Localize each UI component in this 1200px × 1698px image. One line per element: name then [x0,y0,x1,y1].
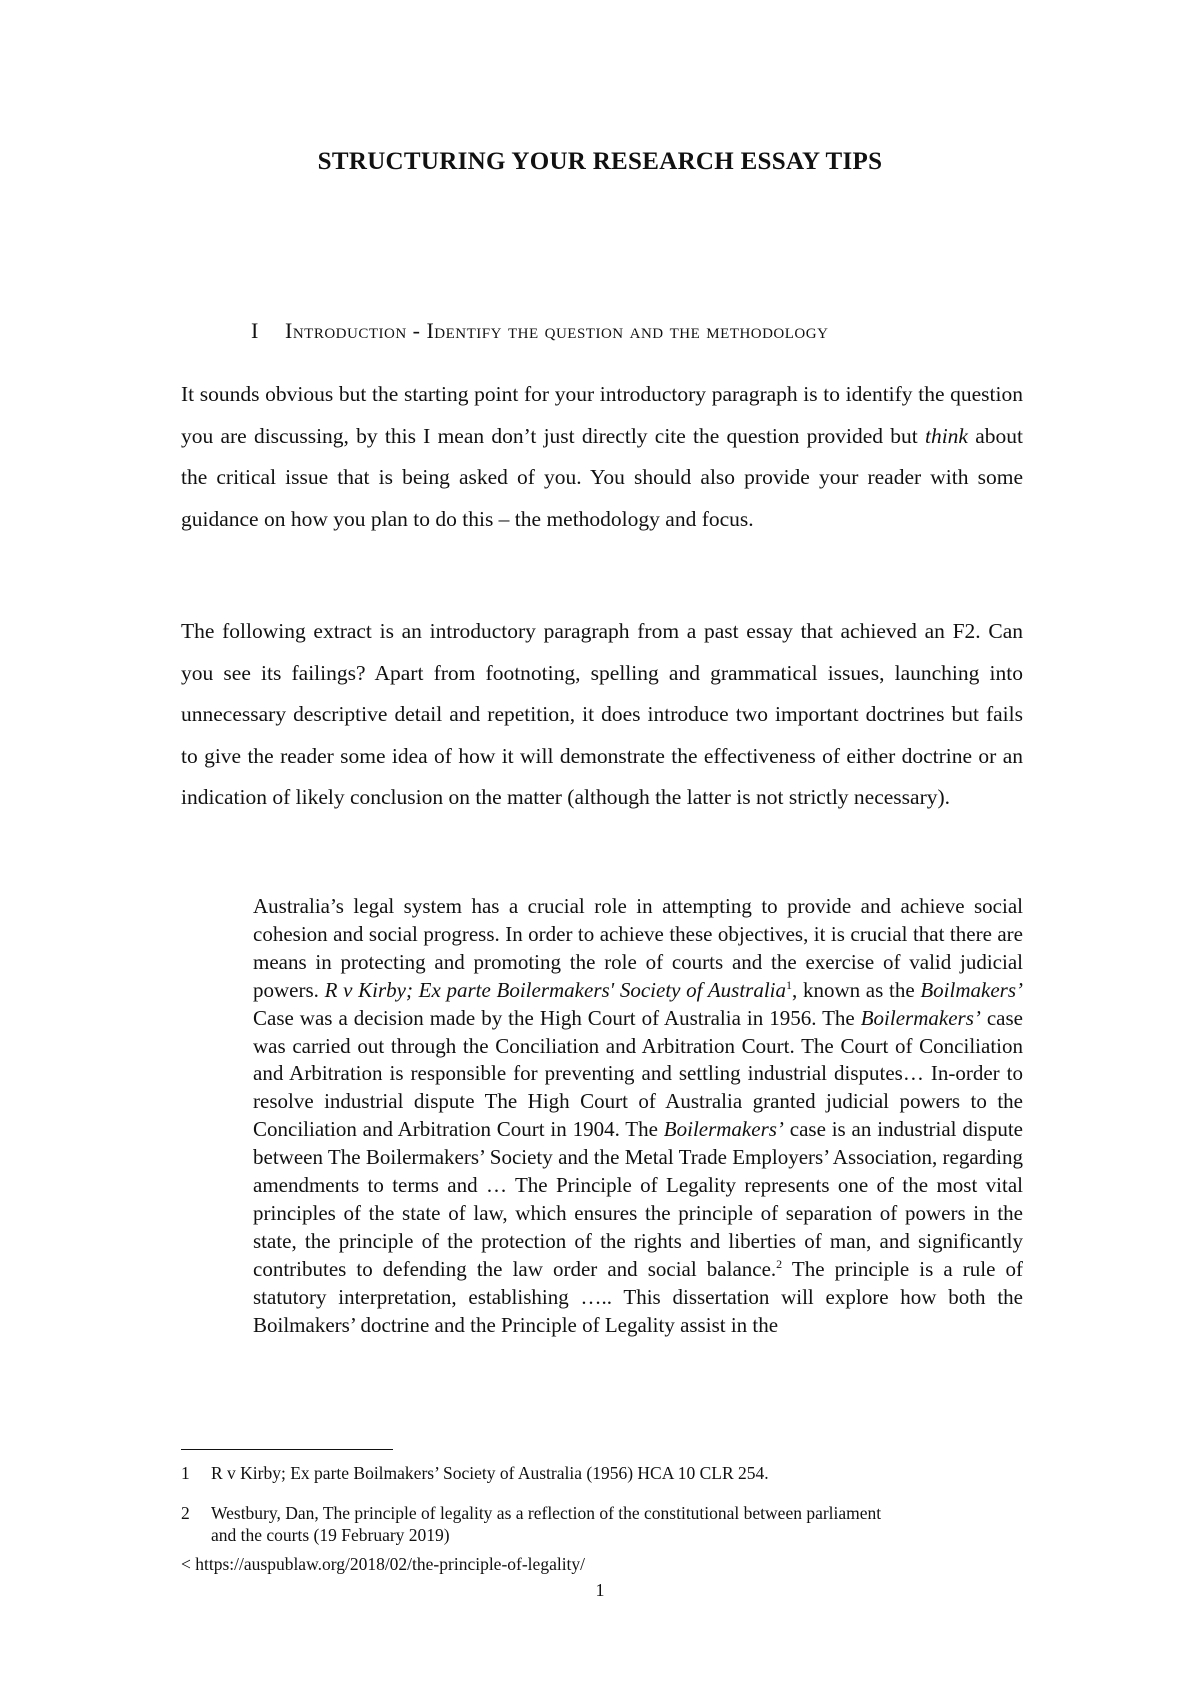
footnote-2-number: 2 [181,1503,190,1523]
quote-text-3: Case was a decision made by the High Court of Australia in 1956. The [253,1005,861,1030]
quote-case-name-4: Boilermakers’ [663,1117,784,1142]
quote-case-name-3: Boilermakers’ [860,1005,981,1030]
block-quote [253,893,1023,1340]
section-heading-part2: Identify the question and the methodology [426,318,829,343]
footnote-1 [181,1462,1023,1484]
footnote-2-continuation: and the courts (19 February 2019) [211,1525,450,1545]
quote-text-4: case was carried out through the Conciliation and Arbitration Court. The Court of Conciliation and Arbitration is responsible for preventing and settling industrial disputes… In-order to resolve industrial dispute The High Court of Australia granted judicial powers to the Conciliation and Arbitration Court in 1904. The [253,1005,1023,1142]
quote-case-name-1: R v Kirby; Ex parte Boilermakers' Society of Australia [324,977,786,1002]
quote-text-2: , known as the [792,977,921,1002]
intro-paragraph-text-1: It sounds obvious but the starting point for your introductory paragraph is to identify the question you are discussing, by this I mean don’t just directly cite the question provided but [181,382,1023,448]
section-heading-separator: - [406,318,427,343]
intro-paragraph-emphasis: think [924,423,968,448]
quote-text-6: The principle is a rule of statutory interpretation, establishing ….. This dissertation will explore how both the Boilmakers’ doctrine and the Principle of Legality assist in the [253,1256,1023,1337]
page-number: 1 [595,1580,605,1600]
footnote-1-number: 1 [181,1463,190,1483]
footnote-2-text: Westbury, Dan, The principle of legality as a reflection of the constitutional between parliament [211,1503,882,1523]
footnote-separator [181,1449,393,1450]
quote-text-1: Australia’s legal system has a crucial role in attempting to provide and achieve social cohesion and social progress. In order to achieve these objectives, it is crucial that there are means in protecting and promoting the role of courts and the exercise of valid judicial powers. [253,894,1023,1002]
quote-text-5: case is an industrial dispute between The Boilermakers’ Society and the Metal Trade Employers’ Association, regarding amendments to terms and … The Principle of Legality represents one of the most vital principles of the state of law, which ensures the principle of separation of powers in the state, the principle of the protection of the rights and liberties of man, and significantly contributes to defending the law order and social balance. [253,1117,1024,1281]
extract-intro-paragraph: The following extract is an introductory paragraph from a past essay that achieved an F2. Can you see its failings? Apart from footnoting, spelling and grammatical issues, launching into unnecessary descriptive detail and repetition, it does introduce two important doctrines but fails to give the reader some idea of how it will demonstrate the effectiveness of either doctrine or an indication of likely conclusion on the matter (although the latter is not strictly necessary). [181,619,1023,809]
intro-paragraph-text-2: about the critical issue that is being asked of you. You should also provide your reader with some guidance on how you plan to do this – the methodology and focus. [181,423,1023,531]
section-heading-part1: Introduction [285,318,407,343]
section-number: I [251,318,259,343]
footnote-ref-2[interactable]: 2 [776,1256,783,1271]
section-heading [251,318,828,344]
page-title: STRUCTURING YOUR RESEARCH ESSAY TIPS [317,148,883,175]
footnote-1-text: R v Kirby; Ex parte Boilmakers’ Society of Australia (1956) HCA 10 CLR 254. [211,1463,769,1483]
footnote-2 [181,1502,1023,1546]
footnote-ref-1[interactable]: 1 [786,977,792,992]
footnote-url[interactable]: < https://auspublaw.org/2018/02/the-principle-of-legality/ [181,1554,586,1574]
quote-case-name-2: Boilmakers’ [920,977,1023,1002]
intro-paragraph [181,374,1023,540]
